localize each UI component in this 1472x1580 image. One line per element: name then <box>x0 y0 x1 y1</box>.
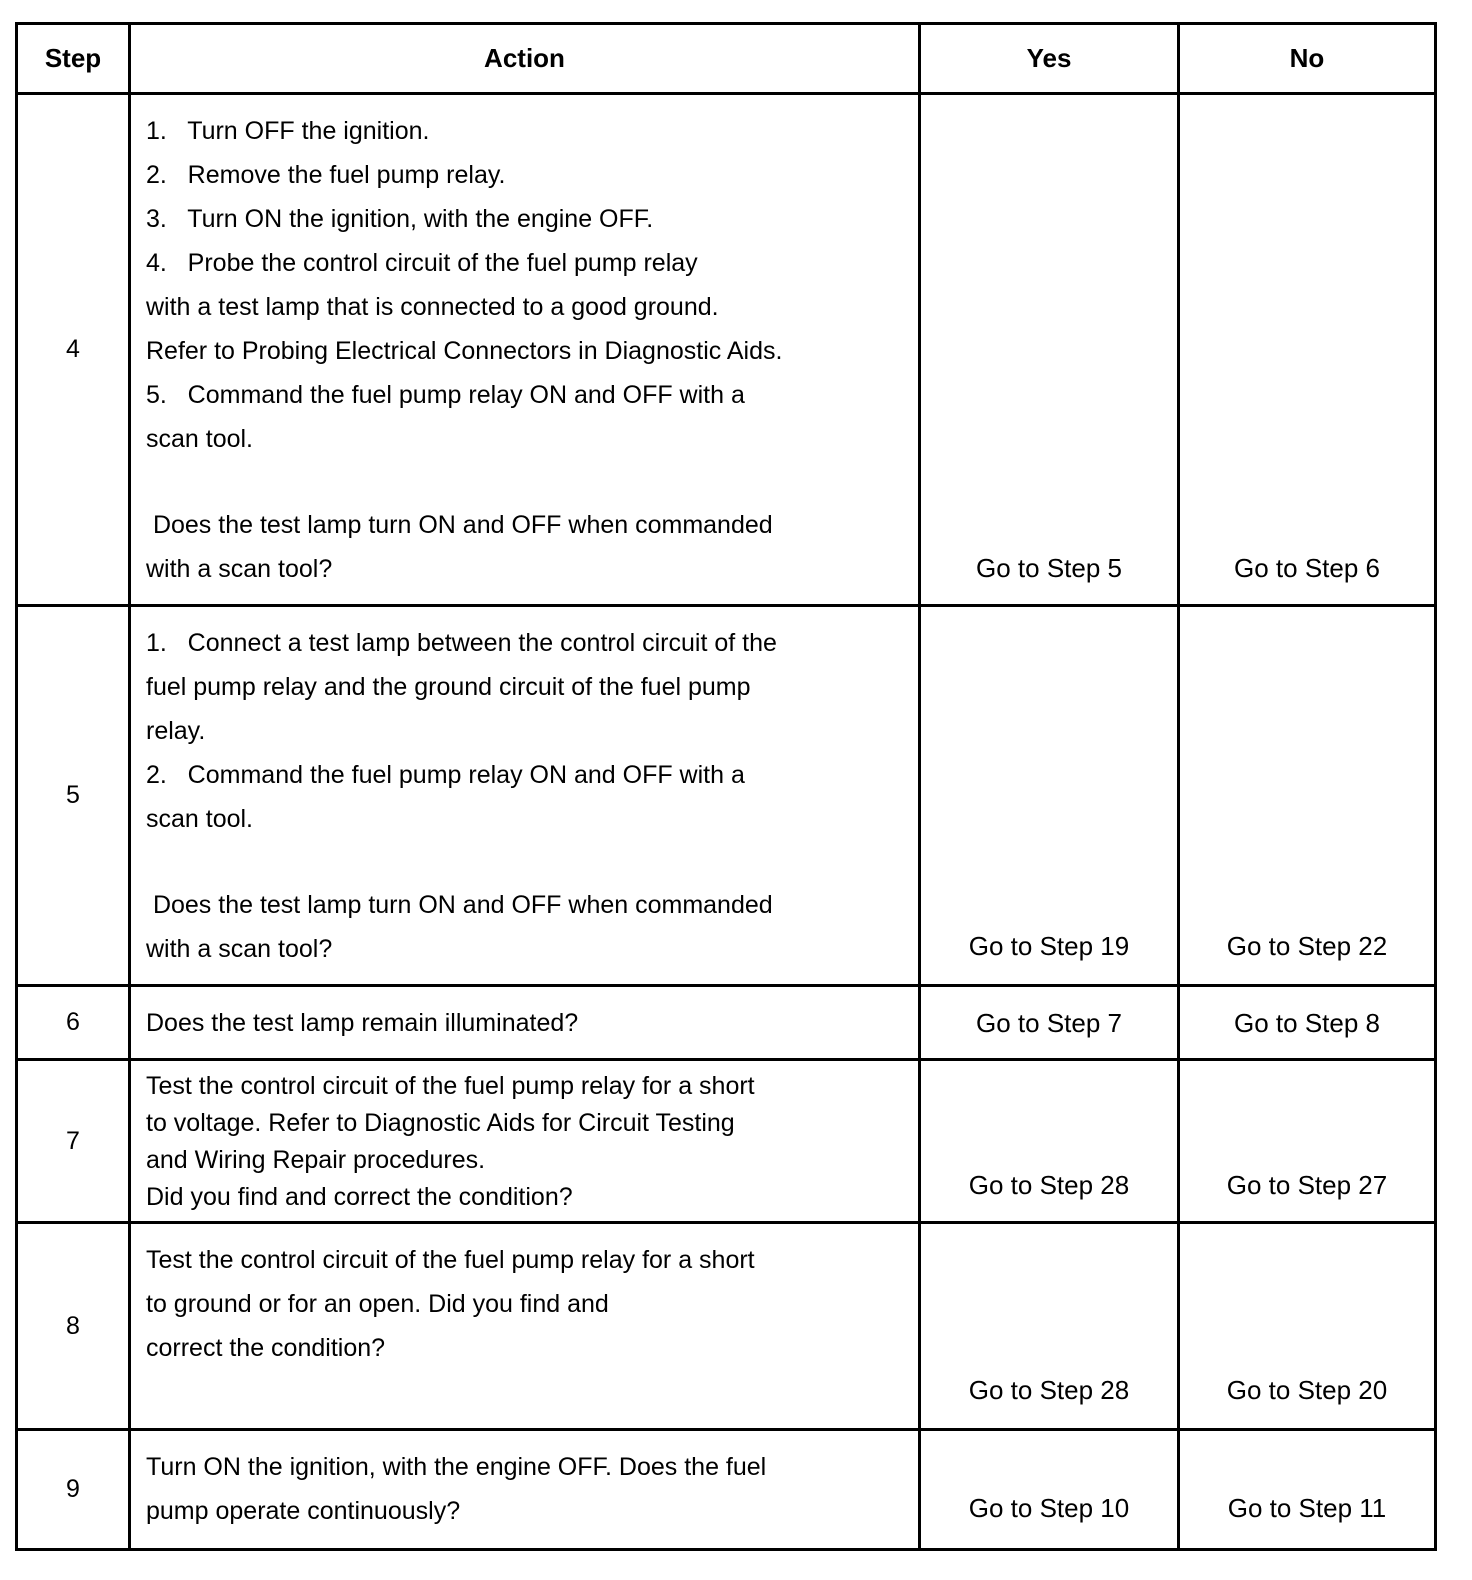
header-action: Action <box>130 24 920 94</box>
step-number: 6 <box>17 986 130 1060</box>
action-line: 1. Connect a test lamp between the control circuit of the <box>146 629 777 657</box>
yes-result: Go to Step 28 <box>968 1375 1130 1405</box>
action-cell <box>130 606 920 986</box>
no-cell <box>1179 986 1436 1060</box>
table-row <box>17 986 1436 1060</box>
action-cell <box>130 1060 920 1223</box>
no-result: Go to Step 11 <box>1227 1493 1387 1523</box>
action-line: to voltage. Refer to Diagnostic Aids for Circuit Testing <box>146 1109 735 1137</box>
no-result: Go to Step 8 <box>1234 1007 1380 1038</box>
action-line: Did you find and correct the condition? <box>146 1183 573 1211</box>
no-result: Go to Step 6 <box>1234 553 1380 583</box>
step-number: 8 <box>17 1223 130 1430</box>
header-no: No <box>1179 24 1436 94</box>
yes-cell <box>920 1223 1179 1430</box>
action-line: fuel pump relay and the ground circuit of the fuel pump <box>146 673 751 701</box>
step-number: 4 <box>17 94 130 606</box>
action-line: Refer to Probing Electrical Connectors in Diagnostic Aids. <box>146 337 783 365</box>
step-number: 5 <box>17 606 130 986</box>
action-line: 3. Turn ON the ignition, with the engine OFF. <box>146 205 654 233</box>
yes-cell <box>920 1060 1179 1223</box>
table-row <box>17 606 1436 986</box>
no-result: Go to Step 27 <box>1226 1170 1388 1200</box>
action-line: Does the test lamp remain illuminated? <box>146 1008 579 1037</box>
action-line: to ground or for an open. Did you find and <box>146 1290 609 1318</box>
question-line: Does the test lamp turn ON and OFF when commanded <box>146 511 773 539</box>
step-number: 9 <box>17 1430 130 1550</box>
yes-cell <box>920 606 1179 986</box>
action-line: and Wiring Repair procedures. <box>146 1146 486 1174</box>
no-result: Go to Step 22 <box>1226 931 1388 961</box>
question-line: Does the test lamp turn ON and OFF when commanded <box>146 891 773 919</box>
table-row <box>17 1430 1436 1550</box>
no-cell <box>1179 1430 1436 1550</box>
step-number: 7 <box>17 1060 130 1223</box>
yes-result: Go to Step 10 <box>968 1493 1130 1523</box>
yes-cell <box>920 986 1179 1060</box>
no-result: Go to Step 20 <box>1226 1375 1388 1405</box>
action-line: scan tool. <box>146 805 254 833</box>
header-row <box>17 24 1436 94</box>
action-cell <box>130 1223 920 1430</box>
action-line: correct the condition? <box>146 1334 386 1362</box>
header-yes: Yes <box>920 24 1179 94</box>
action-line: scan tool. <box>146 425 254 453</box>
no-cell <box>1179 1060 1436 1223</box>
action-line: 1. Turn OFF the ignition. <box>146 117 430 145</box>
no-cell <box>1179 606 1436 986</box>
yes-result: Go to Step 28 <box>968 1170 1130 1200</box>
yes-result: Go to Step 7 <box>976 1007 1122 1038</box>
yes-result: Go to Step 5 <box>976 553 1122 583</box>
action-line: relay. <box>146 717 206 745</box>
table-row <box>17 1060 1436 1223</box>
action-line: Test the control circuit of the fuel pump relay for a short <box>146 1246 755 1274</box>
action-line: Test the control circuit of the fuel pump relay for a short <box>146 1072 755 1100</box>
table-row <box>17 1223 1436 1430</box>
question-line: with a scan tool? <box>146 935 333 963</box>
table-row <box>17 94 1436 606</box>
action-line: Turn ON the ignition, with the engine OFF. Does the fuel <box>146 1453 767 1481</box>
action-line: 4. Probe the control circuit of the fuel pump relay <box>146 249 698 277</box>
action-line: with a test lamp that is connected to a good ground. <box>146 293 719 321</box>
yes-cell <box>920 94 1179 606</box>
action-cell <box>130 94 920 606</box>
header-step: Step <box>17 24 130 94</box>
question-line: with a scan tool? <box>146 555 333 583</box>
action-line: pump operate continuously? <box>146 1497 461 1525</box>
action-line: 2. Remove the fuel pump relay. <box>146 161 506 189</box>
action-cell <box>130 1430 920 1550</box>
action-cell <box>130 986 920 1060</box>
diagnostic-table <box>15 22 1437 1551</box>
yes-cell <box>920 1430 1179 1550</box>
action-line: 2. Command the fuel pump relay ON and OFF with a <box>146 761 745 789</box>
action-line: 5. Command the fuel pump relay ON and OFF with a <box>146 381 745 409</box>
yes-result: Go to Step 19 <box>968 931 1130 961</box>
no-cell <box>1179 94 1436 606</box>
no-cell <box>1179 1223 1436 1430</box>
